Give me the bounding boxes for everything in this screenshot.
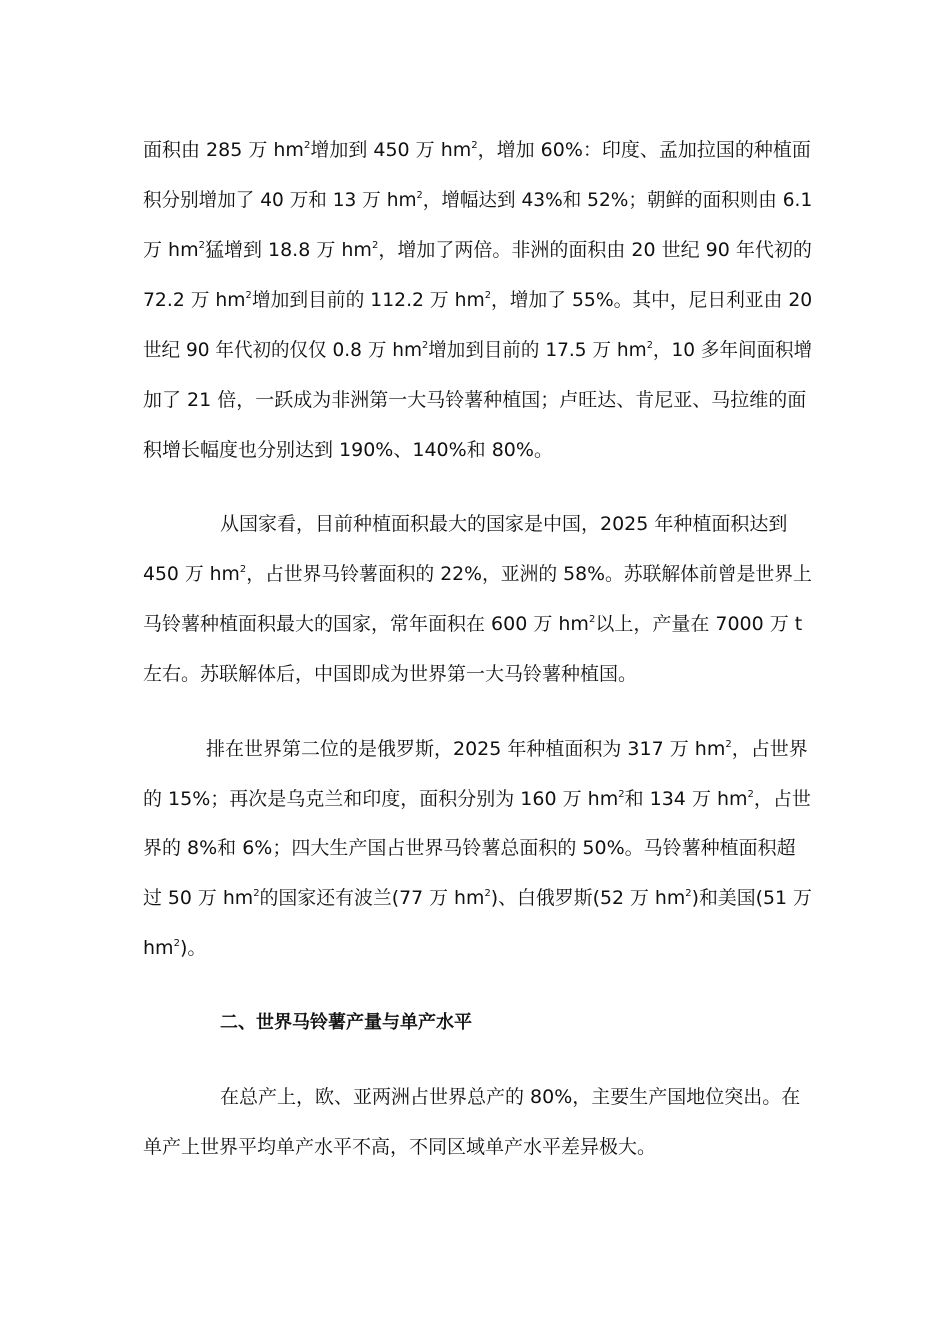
paragraph-1-line: 加了 21 倍，一跃成为非洲第一大马铃薯种植国；卢旺达、肯尼亚、马拉维的面	[143, 389, 807, 411]
paragraph-2-line: 从国家看，目前种植面积最大的国家是中国，2025 年种植面积达到	[220, 513, 788, 535]
paragraph-4-line: 在总产上，欧、亚两洲占世界总产的 80%，主要生产国地位突出。在	[220, 1086, 801, 1108]
paragraph-2-line: 450 万 $hm^2$，占世界马铃薯面积的 22%，亚洲的 58%。苏联解体前曾是世界上	[143, 563, 812, 585]
paragraph-1-line: 积增长幅度也分别达到 190%、140%和 80%。	[143, 439, 553, 461]
paragraph-3-line: 过 50 万 $hm^2$的国家还有波兰(77 万 $hm^2$)、白俄罗斯(52 万 $hm^2$)和美国(51 万	[143, 887, 812, 909]
paragraph-3-line: 排在世界第二位的是俄罗斯，2025 年种植面积为 317 万 $hm^2$，占世界	[206, 738, 808, 760]
paragraph-3-line: $hm^2$)。	[143, 937, 207, 959]
paragraph-3-line: 的 15%；再次是乌克兰和印度，面积分别为 160 万 $hm^2$和 134 万 $hm^2$，占世	[143, 788, 811, 810]
paragraph-1-line: 世纪 90 年代初的仅仅 0.8 万 $hm^2$增加到目前的 17.5 万 $hm^2$，10 多年间面积增	[143, 339, 813, 361]
paragraph-1-line: 积分别增加了 40 万和 13 万 $hm^2$，增幅达到 43%和 52%；朝鲜的面积则由 6.1	[143, 189, 813, 211]
paragraph-1-line: 面积由 285 万 $hm^2$增加到 450 万 $hm^2$，增加 60%：印度、孟加拉国的种植面	[143, 139, 811, 161]
paragraph-1-line: 万 $hm^2$猛增到 18.8 万 $hm^2$，增加了两倍。非洲的面积由 20 世纪 90 年代初的	[143, 239, 812, 261]
paragraph-2-line: 左右。苏联解体后，中国即成为世界第一大马铃薯种植国。	[143, 663, 638, 685]
paragraph-1-line: 72.2 万 $hm^2$增加到目前的 112.2 万 $hm^2$，增加了 55%。其中，尼日利亚由 20	[143, 289, 813, 311]
paragraph-3-line: 界的 8%和 6%；四大生产国占世界马铃薯总面积的 50%。马铃薯种植面积超	[143, 837, 796, 859]
section-heading: 二、世界马铃薯产量与单产水平	[220, 1012, 472, 1033]
paragraph-2-line: 马铃薯种植面积最大的国家，常年面积在 600 万 $hm^2$以上，产量在 7000 万 t	[143, 613, 803, 635]
paragraph-4-line: 单产上世界平均单产水平不高，不同区域单产水平差异极大。	[143, 1136, 657, 1158]
